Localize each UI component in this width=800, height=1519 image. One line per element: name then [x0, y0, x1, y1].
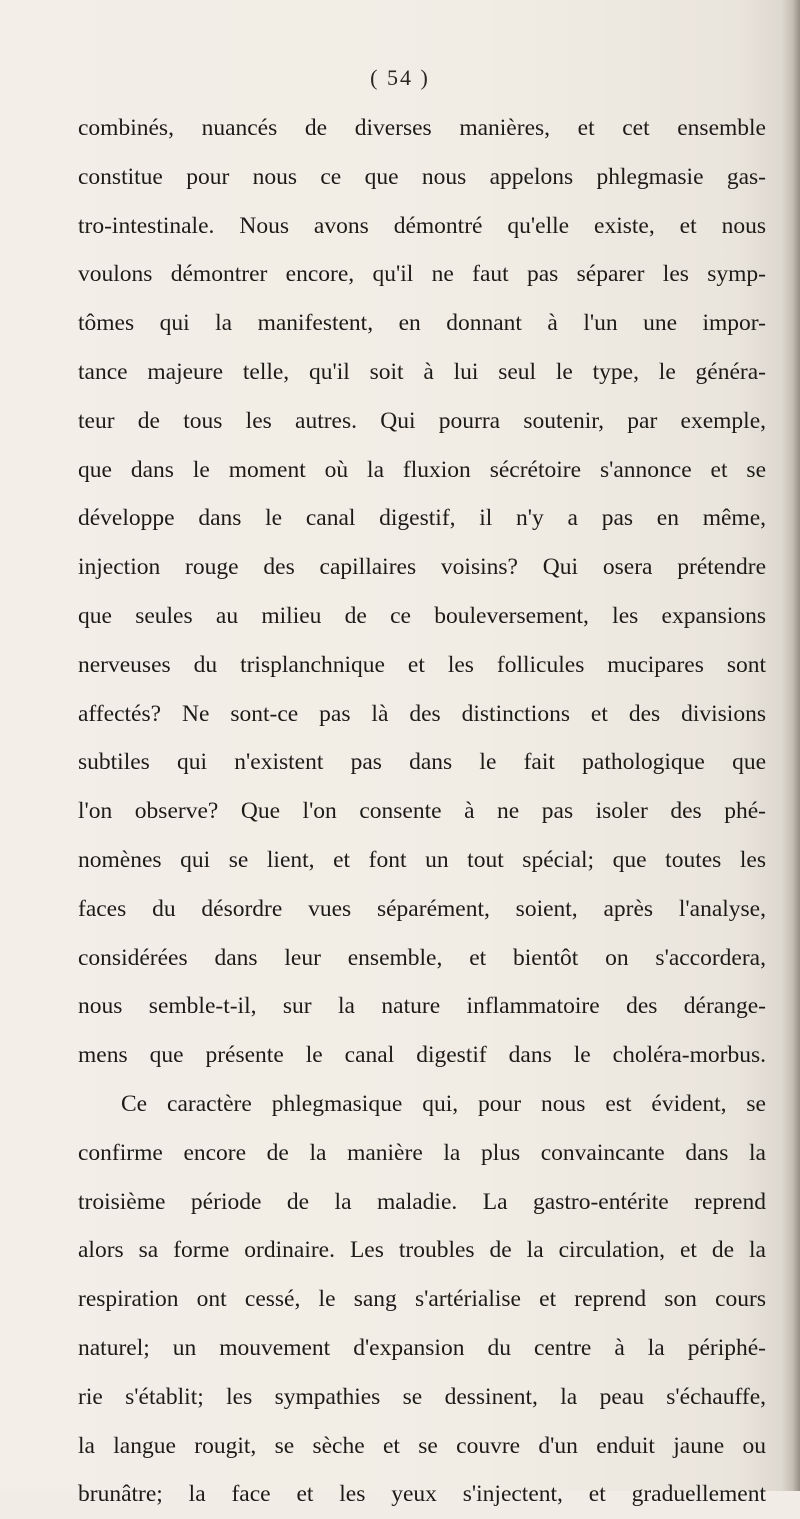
text-line: la langue rougit, se sèche et se couvre d'un enduit jaune ou	[78, 1432, 766, 1459]
text-line: subtiles qui n'existent pas dans le fait pathologique que	[78, 749, 766, 776]
page-number: ( 54 )	[370, 65, 430, 90]
text-line: teur de tous les autres. Qui pourra soutenir, par exemple,	[78, 407, 766, 434]
page-edge-shadow	[782, 0, 800, 1491]
text-line: que dans le moment où la fluxion sécrétoire s'annonce et se	[78, 456, 766, 483]
text-line: rie s'établit; les sympathies se dessinent, la peau s'échauffe,	[78, 1383, 766, 1410]
text-line: troisième période de la maladie. La gastro-entérite reprend	[78, 1188, 766, 1215]
text-line: tance majeure telle, qu'il soit à lui seul le type, le généra-	[78, 358, 766, 385]
body-text	[78, 104, 766, 1519]
text-line: développe dans le canal digestif, il n'y a pas en même,	[78, 505, 766, 532]
text-line: nomènes qui se lient, et font un tout spécial; que toutes les	[78, 846, 766, 873]
text-line: l'on observe? Que l'on consente à ne pas isoler des phé-	[78, 798, 766, 825]
text-line: affectés? Ne sont-ce pas là des distinctions et des divisions	[78, 700, 766, 727]
text-line-paragraph-start: Ce caractère phlegmasique qui, pour nous est évident, se	[121, 1090, 766, 1117]
text-line: nerveuses du trisplanchnique et les follicules mucipares sont	[78, 651, 766, 678]
text-line: constitue pour nous ce que nous appelons phlegmasie gas-	[78, 163, 766, 190]
text-line: tômes qui la manifestent, en donnant à l'un une impor-	[78, 310, 766, 337]
text-line: considérées dans leur ensemble, et bientôt on s'accordera,	[78, 944, 766, 971]
text-line: brunâtre; la face et les yeux s'injectent, et graduellement	[78, 1481, 766, 1508]
text-line: voulons démontrer encore, qu'il ne faut pas séparer les symp-	[78, 261, 766, 288]
text-line: respiration ont cessé, le sang s'artérialise et reprend son cours	[78, 1286, 766, 1313]
text-line: injection rouge des capillaires voisins? Qui osera prétendre	[78, 554, 766, 581]
text-line: tro-intestinale. Nous avons démontré qu'elle existe, et nous	[78, 212, 766, 239]
text-line: combinés, nuancés de diverses manières, et cet ensemble	[78, 115, 766, 141]
text-line: confirme encore de la manière la plus convaincante dans la	[78, 1139, 766, 1166]
text-line: mens que présente le canal digestif dans le choléra-morbus.	[78, 1042, 766, 1069]
text-line: nous semble-t-il, sur la nature inflammatoire des dérange-	[78, 993, 766, 1020]
text-line: naturel; un mouvement d'expansion du centre à la périphé-	[78, 1334, 766, 1361]
text-line: faces du désordre vues séparément, soient, après l'analyse,	[78, 895, 766, 922]
text-line: alors sa forme ordinaire. Les troubles de la circulation, et de la	[78, 1237, 766, 1264]
text-line: que seules au milieu de ce bouleversement, les expansions	[78, 602, 766, 629]
